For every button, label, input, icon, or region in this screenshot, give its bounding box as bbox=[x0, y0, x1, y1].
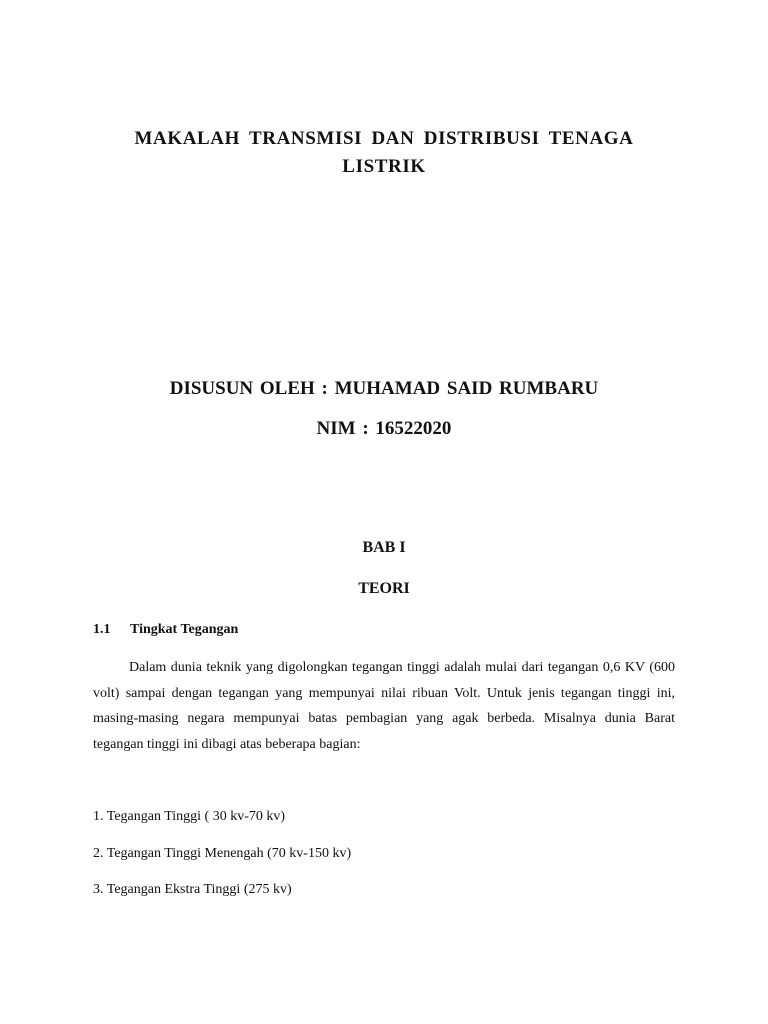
list-item: 1. Tegangan Tinggi ( 30 kv-70 kv) bbox=[93, 809, 286, 824]
body-paragraph: Dalam dunia teknik yang digolongkan tegangan tinggi adalah mulai dari tegangan 0,6 KV (600 volt) sampai dengan tegangan yang mempunyai nilai ribuan Volt. Untuk jenis tegangan tinggi ini, masing-masing negara mempunyai batas pembagian yang agak berbeda. Misalnya dunia Barat tegangan tinggi ini dibagi atas beberapa bagian: bbox=[93, 660, 675, 752]
section-number: 1.1 bbox=[93, 622, 111, 637]
list-item: 2. Tegangan Tinggi Menengah (70 kv-150 kv) bbox=[93, 846, 352, 861]
section-heading bbox=[93, 620, 238, 640]
chapter-title: TEORI bbox=[358, 580, 410, 597]
list-item: 3. Tegangan Ekstra Tinggi (275 kv) bbox=[93, 882, 292, 897]
document-title: MAKALAH TRANSMISI DAN DISTRIBUSI TENAGA LISTRIK bbox=[134, 128, 634, 177]
author-line: DISUSUN OLEH : MUHAMAD SAID RUMBARU bbox=[169, 378, 599, 399]
student-id-line: NIM : 16522020 bbox=[316, 418, 452, 439]
section-title: Tingkat Tegangan bbox=[130, 622, 239, 637]
chapter-heading: BAB I bbox=[362, 539, 406, 556]
